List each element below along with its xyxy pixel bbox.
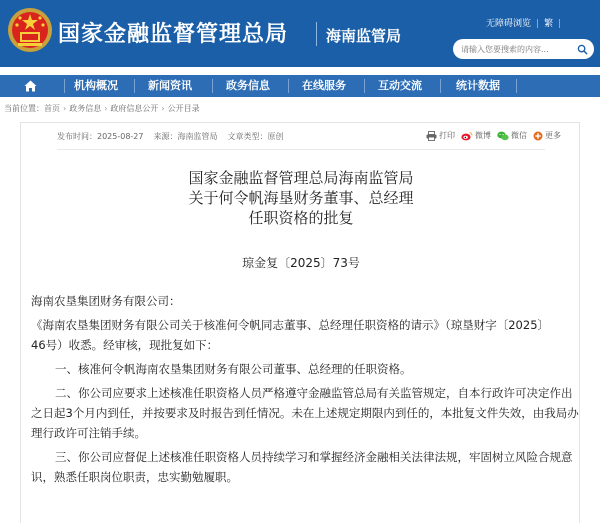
breadcrumb-prefix: 当前位置： xyxy=(4,104,44,113)
breadcrumb-current[interactable]: 公开目录 xyxy=(167,104,200,113)
bureau-name: 海南监管局 xyxy=(326,27,402,45)
nav-item-interaction[interactable]: 互动交流 xyxy=(378,79,422,92)
body-paragraph: 三、你公司应督促上述核准任职资格人员持续学习和掌握经济金融相关法律法规，牢固树立风险合规意 xyxy=(55,450,573,464)
publish-date: 发布时间：2025-08-27 xyxy=(57,132,144,141)
article-type: 文章类型：原创 xyxy=(227,132,284,141)
document-number: 琼金复〔2025〕73号 xyxy=(242,256,360,270)
nav-divider xyxy=(134,79,135,93)
nav-divider xyxy=(288,79,289,93)
nav-divider xyxy=(516,79,517,93)
wechat-icon xyxy=(497,131,509,141)
site-header xyxy=(0,0,600,67)
nav-item-news[interactable]: 新闻资讯 xyxy=(148,79,192,92)
nav-divider xyxy=(212,79,213,93)
body-paragraph: 之日起3个月内到任，并按要求及时报告到任情况。未在上述规定期限内到任的，本批复文件失效，由我局办 xyxy=(31,406,579,420)
body-paragraph: 理行政许可注销手续。 xyxy=(31,426,146,440)
nav-divider xyxy=(440,79,441,93)
plus-circle-icon xyxy=(533,131,543,141)
more-label: 更多 xyxy=(545,131,561,140)
nav-item-about[interactable]: 机构概况 xyxy=(74,79,118,92)
nav-item-statistics[interactable]: 统计数据 xyxy=(456,79,500,92)
nav-home[interactable] xyxy=(0,75,60,97)
wechat-label: 微信 xyxy=(511,131,527,140)
share-wechat-button[interactable] xyxy=(497,130,527,141)
main-nav xyxy=(0,75,600,97)
weibo-icon xyxy=(461,131,473,141)
nav-divider xyxy=(364,79,365,93)
body-paragraph: 识，熟悉任职岗位职责，忠实勤勉履职。 xyxy=(31,470,238,484)
article-container xyxy=(20,122,580,523)
document-title-line-1: 国家金融监督管理总局海南监管局 xyxy=(188,169,414,187)
print-label: 打印 xyxy=(439,131,455,140)
breadcrumb-disclosure[interactable]: 政府信息公开 xyxy=(110,104,159,113)
document-title-line-3: 任职资格的批复 xyxy=(248,209,354,227)
traditional-chinese-link[interactable]: 繁 xyxy=(544,19,554,29)
nav-item-online-service[interactable]: 在线服务 xyxy=(302,79,346,92)
share-bar xyxy=(426,130,561,141)
breadcrumb-home[interactable]: 首页 xyxy=(44,104,60,113)
breadcrumb: 当前位置：首页 › 政务信息 › 政府信息公开 › 公开目录 xyxy=(4,104,200,113)
top-links: 无障碍浏览 | 繁 | xyxy=(486,19,562,29)
search-button[interactable] xyxy=(571,39,594,59)
share-weibo-button[interactable] xyxy=(461,130,491,141)
share-more-button[interactable] xyxy=(533,130,561,141)
site-title: 国家金融监督管理总局 xyxy=(58,22,289,47)
document-title-line-2: 关于何令帆海垦财务董事、总经理 xyxy=(188,189,414,207)
accessibility-link[interactable]: 无障碍浏览 xyxy=(486,19,532,29)
body-paragraph: 46号）收悉。经审核，现批复如下： xyxy=(31,338,219,352)
meta-divider xyxy=(57,149,545,150)
search-input[interactable] xyxy=(453,39,571,59)
printer-icon xyxy=(426,131,437,141)
home-icon xyxy=(24,80,37,92)
body-paragraph: 一、核准何令帆海南农垦集团财务有限公司董事、总经理的任职资格。 xyxy=(55,362,412,376)
body-paragraph: 二、你公司应要求上述核准任职资格人员严格遵守金融监管总局有关监管规定，自本行政许可决定作出 xyxy=(55,386,573,400)
weibo-label: 微博 xyxy=(475,131,491,140)
print-button[interactable] xyxy=(426,130,455,141)
search-box xyxy=(453,39,594,59)
national-emblem-icon xyxy=(6,6,54,54)
article-meta xyxy=(57,131,294,142)
article-source: 来源：海南监管局 xyxy=(153,132,218,141)
title-divider xyxy=(316,22,317,46)
nav-divider xyxy=(64,79,65,93)
search-icon xyxy=(577,44,588,55)
body-paragraph: 《海南农垦集团财务有限公司关于核准何令帆同志董事、总经理任职资格的请示》（琼垦财字〔2025〕 xyxy=(31,318,550,332)
nav-item-government-info[interactable]: 政务信息 xyxy=(226,79,270,92)
breadcrumb-government-info[interactable]: 政务信息 xyxy=(69,104,102,113)
addressee: 海南农垦集团财务有限公司： xyxy=(31,294,181,308)
